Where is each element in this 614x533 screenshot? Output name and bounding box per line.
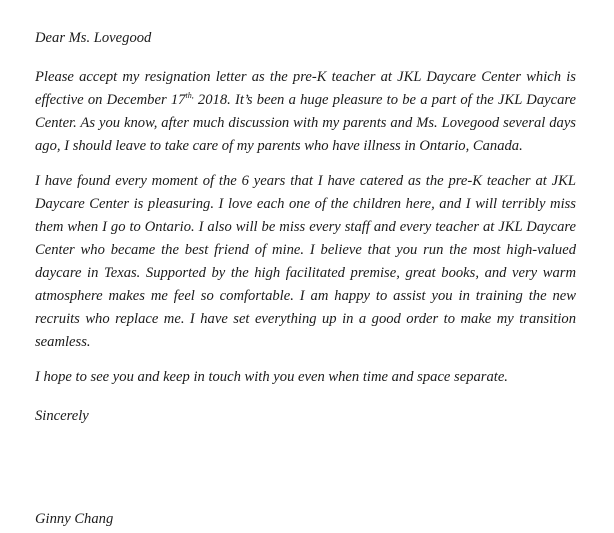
closing: Sincerely (35, 408, 89, 424)
paragraph-gratitude: I have found every moment of the 6 years that I have catered as the pre-K teacher at JKL Daycare Center is pleasuring. I love each one of the children here, and I will terribly miss them when I go to Ontario. I also will be miss every staff and every teacher at JKL Daycare Center who became the best friend of mine. I believe that you run the most high-valued daycare in Texas. Supported by the high facilitated premise, great books, and very warm atmosphere makes me feel so comfortable. I am happy to assist you in training the new recruits who replace me. I have set everything up in a good order to make my transition seamless. (35, 173, 576, 350)
paragraph-text-start: Please accept my resignation letter as the pre-K teacher at JKL Daycare Center which is effective on December 17 (35, 69, 576, 108)
signature-name: Ginny Chang (35, 511, 114, 527)
paragraph-resignation-notice (35, 66, 576, 158)
resignation-letter (35, 27, 576, 428)
salutation: Dear Ms. Lovegood (35, 30, 152, 46)
date-ordinal-suffix: th, (185, 91, 194, 101)
paragraph-farewell: I hope to see you and keep in touch with you even when time and space separate. (35, 369, 508, 385)
paragraph-text-end: 2018. It’s been a huge pleasure to be a part of the JKL Daycare Center. As you know, after much discussion with my parents and Ms. Lovegood several days ago, I should leave to take care of my parents who have illness in Ontario, Canada. (35, 92, 577, 154)
